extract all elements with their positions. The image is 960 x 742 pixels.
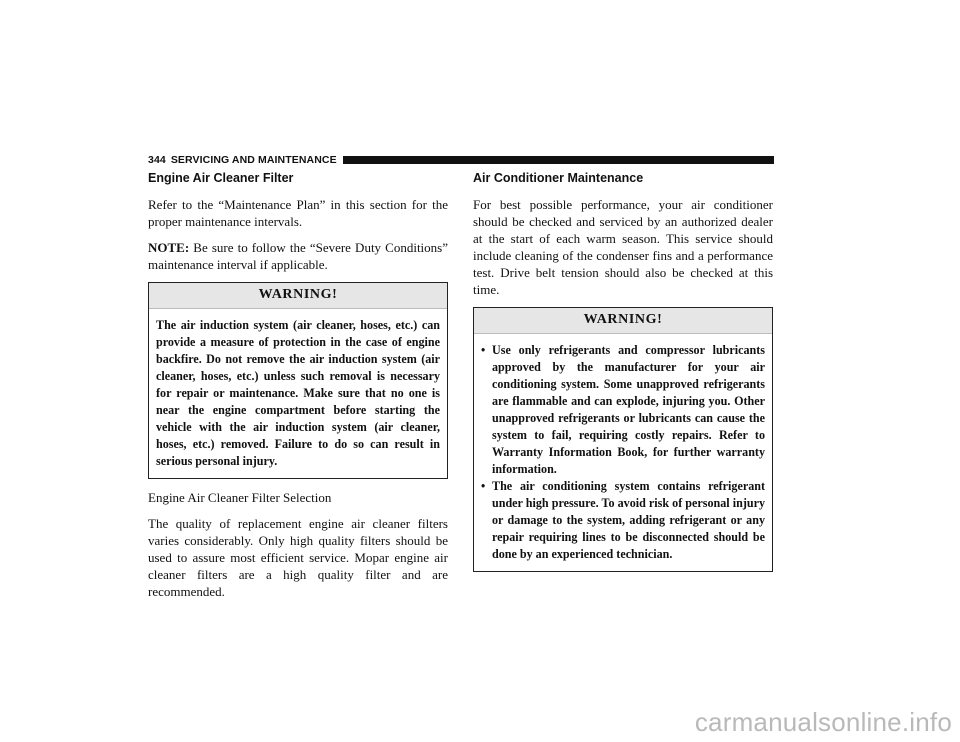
warning-item-text: Use only refrigerants and compressor lubricants approved by the manufacturer for your air conditioning system. Some unapproved refrigerants are flammable and can explode, injuring you. Other unapproved refrigerants or lubricants can cause the system to fail, requiring costly repairs. Refer to Warranty Information Book, for further warranty information. [492, 343, 765, 476]
watermark-link[interactable]: carmanualsonline.info [694, 707, 952, 737]
air-cleaner-heading: Engine Air Cleaner Filter [148, 171, 294, 185]
warning-list-item [481, 342, 765, 478]
page-footer [0, 702, 960, 742]
right-column [473, 171, 773, 582]
refrigerant-warning-box [473, 307, 773, 572]
note-text: Be sure to follow the “Severe Duty Conditions” maintenance interval if applicable. [148, 240, 448, 272]
ac-maintenance-heading: Air Conditioner Maintenance [473, 171, 644, 185]
warning-text: The air induction system (air cleaner, hoses, etc.) can provide a measure of protection in the case of engine backfire. Do not remove the air induction system (air cleaner, hoses, etc.) unless such removal is necessary for repair or maintenance. Make sure that no one is near the engine compartment before starting the vehicle with the air induction system (air cleaner, hoses, etc.) removed. Failure to do so can result in serious personal injury. [156, 318, 440, 468]
page-header [148, 153, 774, 167]
warning-title: WARNING! [149, 283, 447, 309]
ac-service-paragraph: For best possible performance, your air conditioner should be checked and serviced by an authorized dealer at the start of each warm season. This service should include cleaning of the condenser fins and a performance test. Drive belt tension should also be checked at this time. [473, 197, 773, 297]
left-column [148, 171, 448, 609]
maintenance-plan-paragraph: Refer to the “Maintenance Plan” in this section for the proper maintenance intervals. [148, 197, 448, 229]
note-label: NOTE: [148, 240, 190, 255]
air-induction-warning-box [148, 282, 448, 479]
warning-list-item [481, 478, 765, 563]
warning-title: WARNING! [474, 308, 772, 334]
warning-item-text: The air conditioning system contains refrigerant under high pressure. To avoid risk of personal injury or damage to the system, adding refrigerant or any repair requiring lines to be disconnected should be done by an experienced technician. [492, 479, 765, 561]
header-rule [343, 156, 774, 164]
bullet-icon: • [481, 343, 486, 357]
warning-body [474, 334, 772, 571]
bullet-icon: • [481, 479, 486, 493]
page-number: 344 [148, 154, 166, 166]
note-paragraph [148, 239, 448, 273]
filter-quality-paragraph: The quality of replacement engine air cleaner filters varies considerably. Only high quality filters should be used to assure most efficient service. Mopar engine air cleaner filters are a high quality filter and are recommended. [148, 516, 448, 599]
section-title: SERVICING AND MAINTENANCE [170, 154, 337, 166]
filter-selection-subheading: Engine Air Cleaner Filter Selection [148, 490, 332, 505]
warning-list [481, 342, 765, 563]
